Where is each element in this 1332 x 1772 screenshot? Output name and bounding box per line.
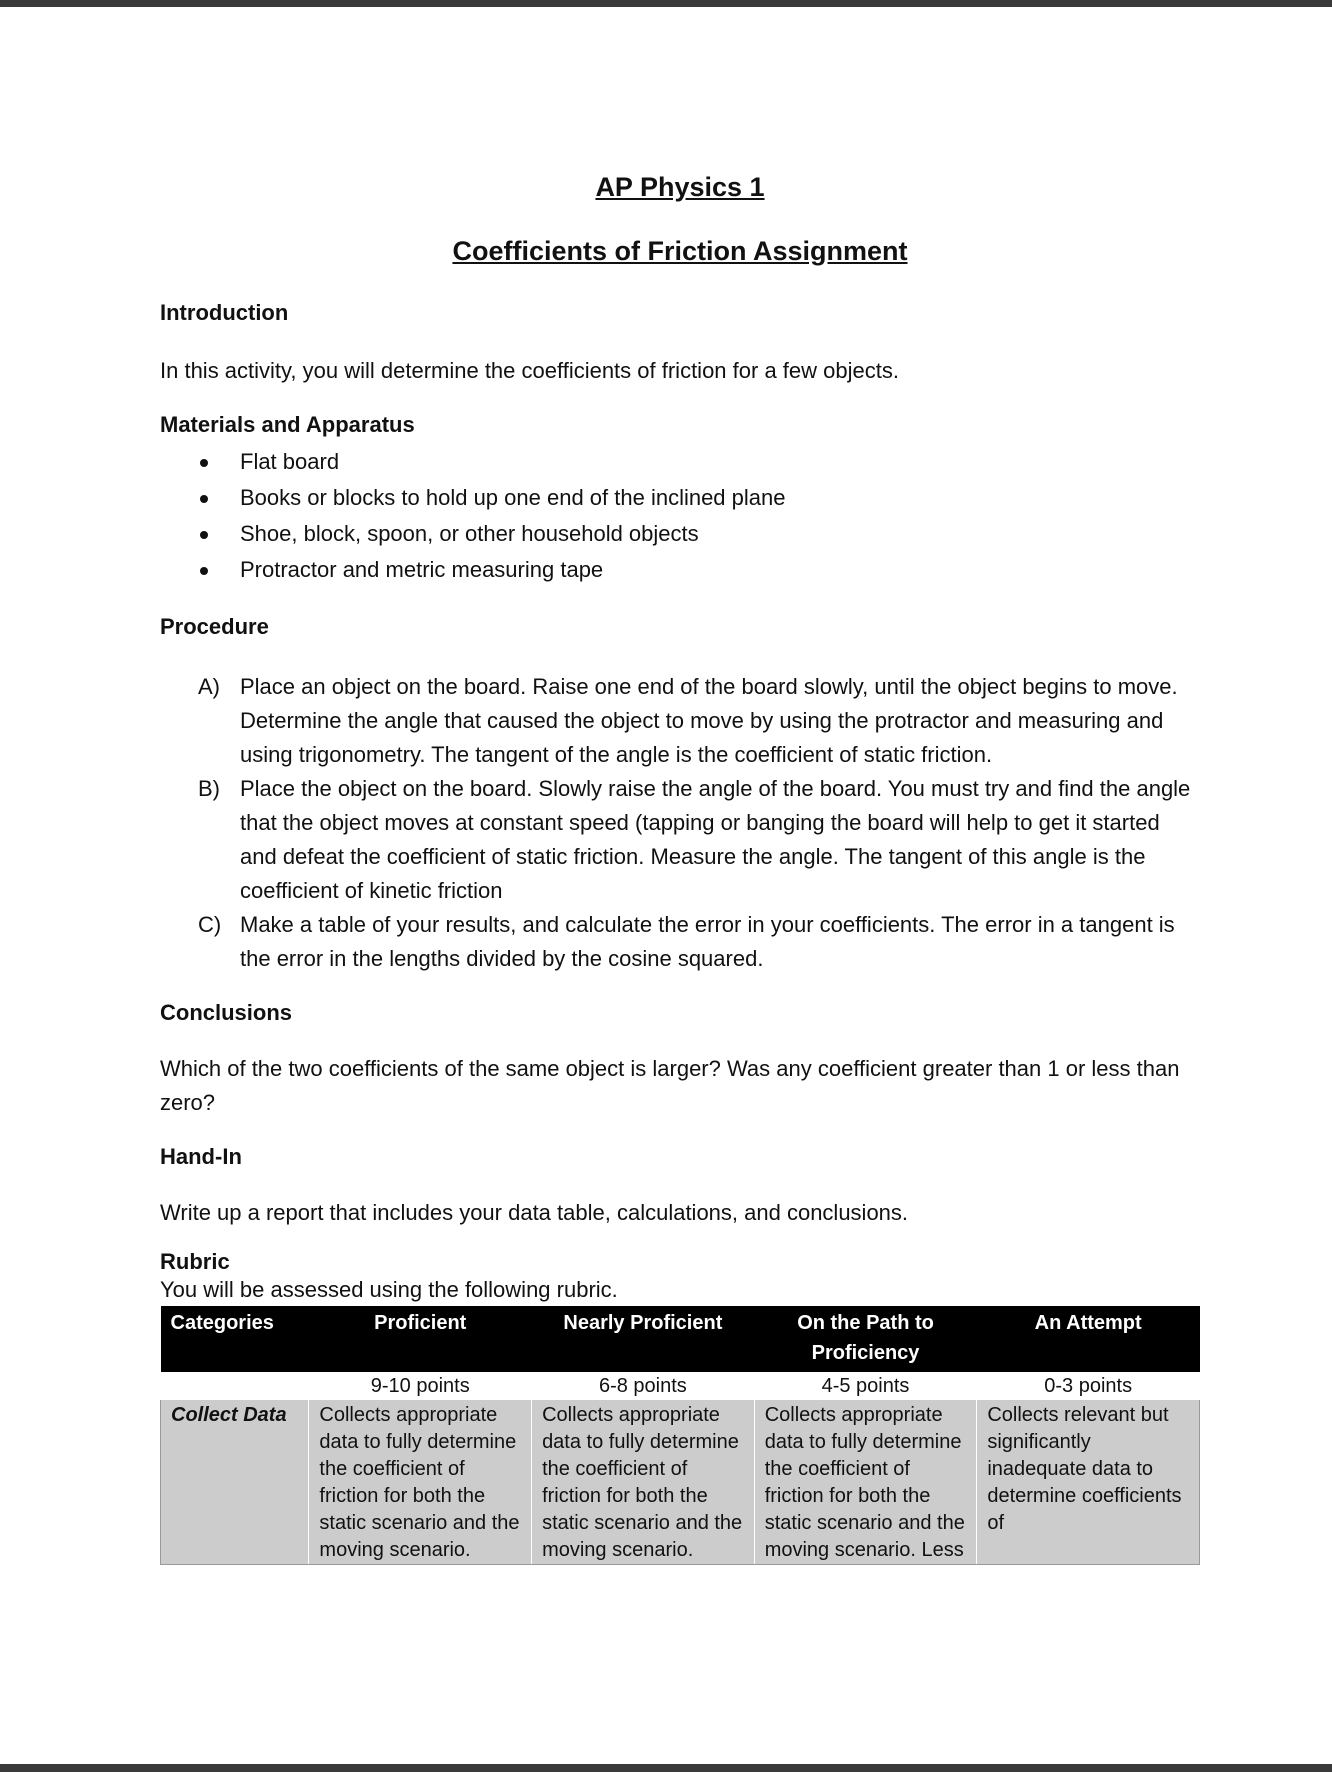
- bullet-icon: [200, 495, 208, 503]
- column-points: 9-10 points: [309, 1372, 532, 1400]
- rubric-cell: Collects appropriate data to fully determine the coefficient of friction for both the static scenario and the moving scenario.: [532, 1400, 755, 1565]
- procedure-heading: Procedure: [160, 614, 269, 639]
- column-label: An Attempt: [1034, 1312, 1142, 1334]
- materials-list: [160, 444, 1200, 588]
- rubric-table: [160, 1306, 1200, 1565]
- bullet-icon: [200, 567, 208, 575]
- materials-item-text: Shoe, block, spoon, or other household objects: [240, 521, 699, 546]
- rubric-category: Collect Data: [161, 1400, 309, 1565]
- procedure-step: [160, 670, 1200, 772]
- procedure-step: [160, 908, 1200, 976]
- column-label: Proficient: [374, 1312, 467, 1334]
- rubric-header-on-the-path: [754, 1306, 977, 1400]
- column-points: [161, 1372, 309, 1400]
- materials-item-text: Books or blocks to hold up one end of the inclined plane: [240, 485, 786, 510]
- column-points: 6-8 points: [532, 1372, 755, 1400]
- bullet-icon: [200, 531, 208, 539]
- rubric-header-an-attempt: [977, 1306, 1200, 1400]
- top-border: [0, 0, 1332, 7]
- introduction-text: In this activity, you will determine the coefficients of friction for a few objects.: [160, 358, 899, 383]
- column-points: 0-3 points: [977, 1372, 1200, 1400]
- rubric-header-proficient: [309, 1306, 532, 1400]
- list-item: [160, 552, 1200, 588]
- bottom-border: [0, 1764, 1332, 1772]
- materials-heading: Materials and Apparatus: [160, 412, 415, 437]
- table-row: [161, 1400, 1200, 1565]
- rubric-header-row: [161, 1306, 1200, 1400]
- rubric-cell: Collects appropriate data to fully determine the coefficient of friction for both the static scenario and the moving scenario. Less: [754, 1400, 977, 1565]
- rubric-intro: You will be assessed using the following rubric.: [160, 1277, 618, 1302]
- conclusions-text: Which of the two coefficients of the same object is larger? Was any coefficient greater than 1 or less than zero?: [160, 1056, 1180, 1115]
- document-page: [160, 170, 1200, 1565]
- list-item: [160, 516, 1200, 552]
- step-text: Place an object on the board. Raise one end of the board slowly, until the object begins to move. Determine the angle that caused the object to move by using the protractor and measuring and using trigonometry. The tangent of the angle is the coefficient of static friction.: [240, 674, 1178, 767]
- bullet-icon: [200, 459, 208, 467]
- list-item: [160, 444, 1200, 480]
- procedure-list: [160, 670, 1200, 976]
- rubric-heading: Rubric: [160, 1249, 230, 1274]
- introduction-heading: Introduction: [160, 300, 289, 325]
- column-points: 4-5 points: [754, 1372, 977, 1400]
- step-marker: A): [198, 674, 220, 699]
- step-text: Make a table of your results, and calculate the error in your coefficients. The error in a tangent is the error in the lengths divided by the cosine squared.: [240, 912, 1175, 971]
- rubric-header-categories: [161, 1306, 309, 1400]
- step-text: Place the object on the board. Slowly raise the angle of the board. You must try and find the angle that the object moves at constant speed (tapping or banging the board will help to get it started and defeat the coefficient of static friction. Measure the angle. The tangent of this angle is the coefficient of kinetic friction: [240, 776, 1191, 903]
- list-item: [160, 480, 1200, 516]
- column-label: Nearly Proficient: [563, 1312, 723, 1334]
- hand-in-heading: Hand-In: [160, 1144, 242, 1169]
- conclusions-heading: Conclusions: [160, 1000, 293, 1025]
- column-label: Categories: [170, 1312, 274, 1334]
- hand-in-text: Write up a report that includes your data table, calculations, and conclusions.: [160, 1200, 909, 1225]
- step-marker: C): [198, 912, 222, 937]
- document-subtitle: Coefficients of Friction Assignment: [452, 236, 908, 266]
- column-label: On the Path to Proficiency: [797, 1312, 934, 1364]
- document-title: AP Physics 1: [595, 172, 765, 202]
- materials-item-text: Flat board: [240, 449, 340, 474]
- rubric-header-nearly-proficient: [532, 1306, 755, 1400]
- rubric-cell: Collects appropriate data to fully determine the coefficient of friction for both the static scenario and the moving scenario.: [309, 1400, 532, 1565]
- materials-item-text: Protractor and metric measuring tape: [240, 557, 604, 582]
- step-marker: B): [198, 776, 220, 801]
- procedure-step: [160, 772, 1200, 908]
- rubric-cell: Collects relevant but significantly inadequate data to determine coefficients of: [977, 1400, 1200, 1565]
